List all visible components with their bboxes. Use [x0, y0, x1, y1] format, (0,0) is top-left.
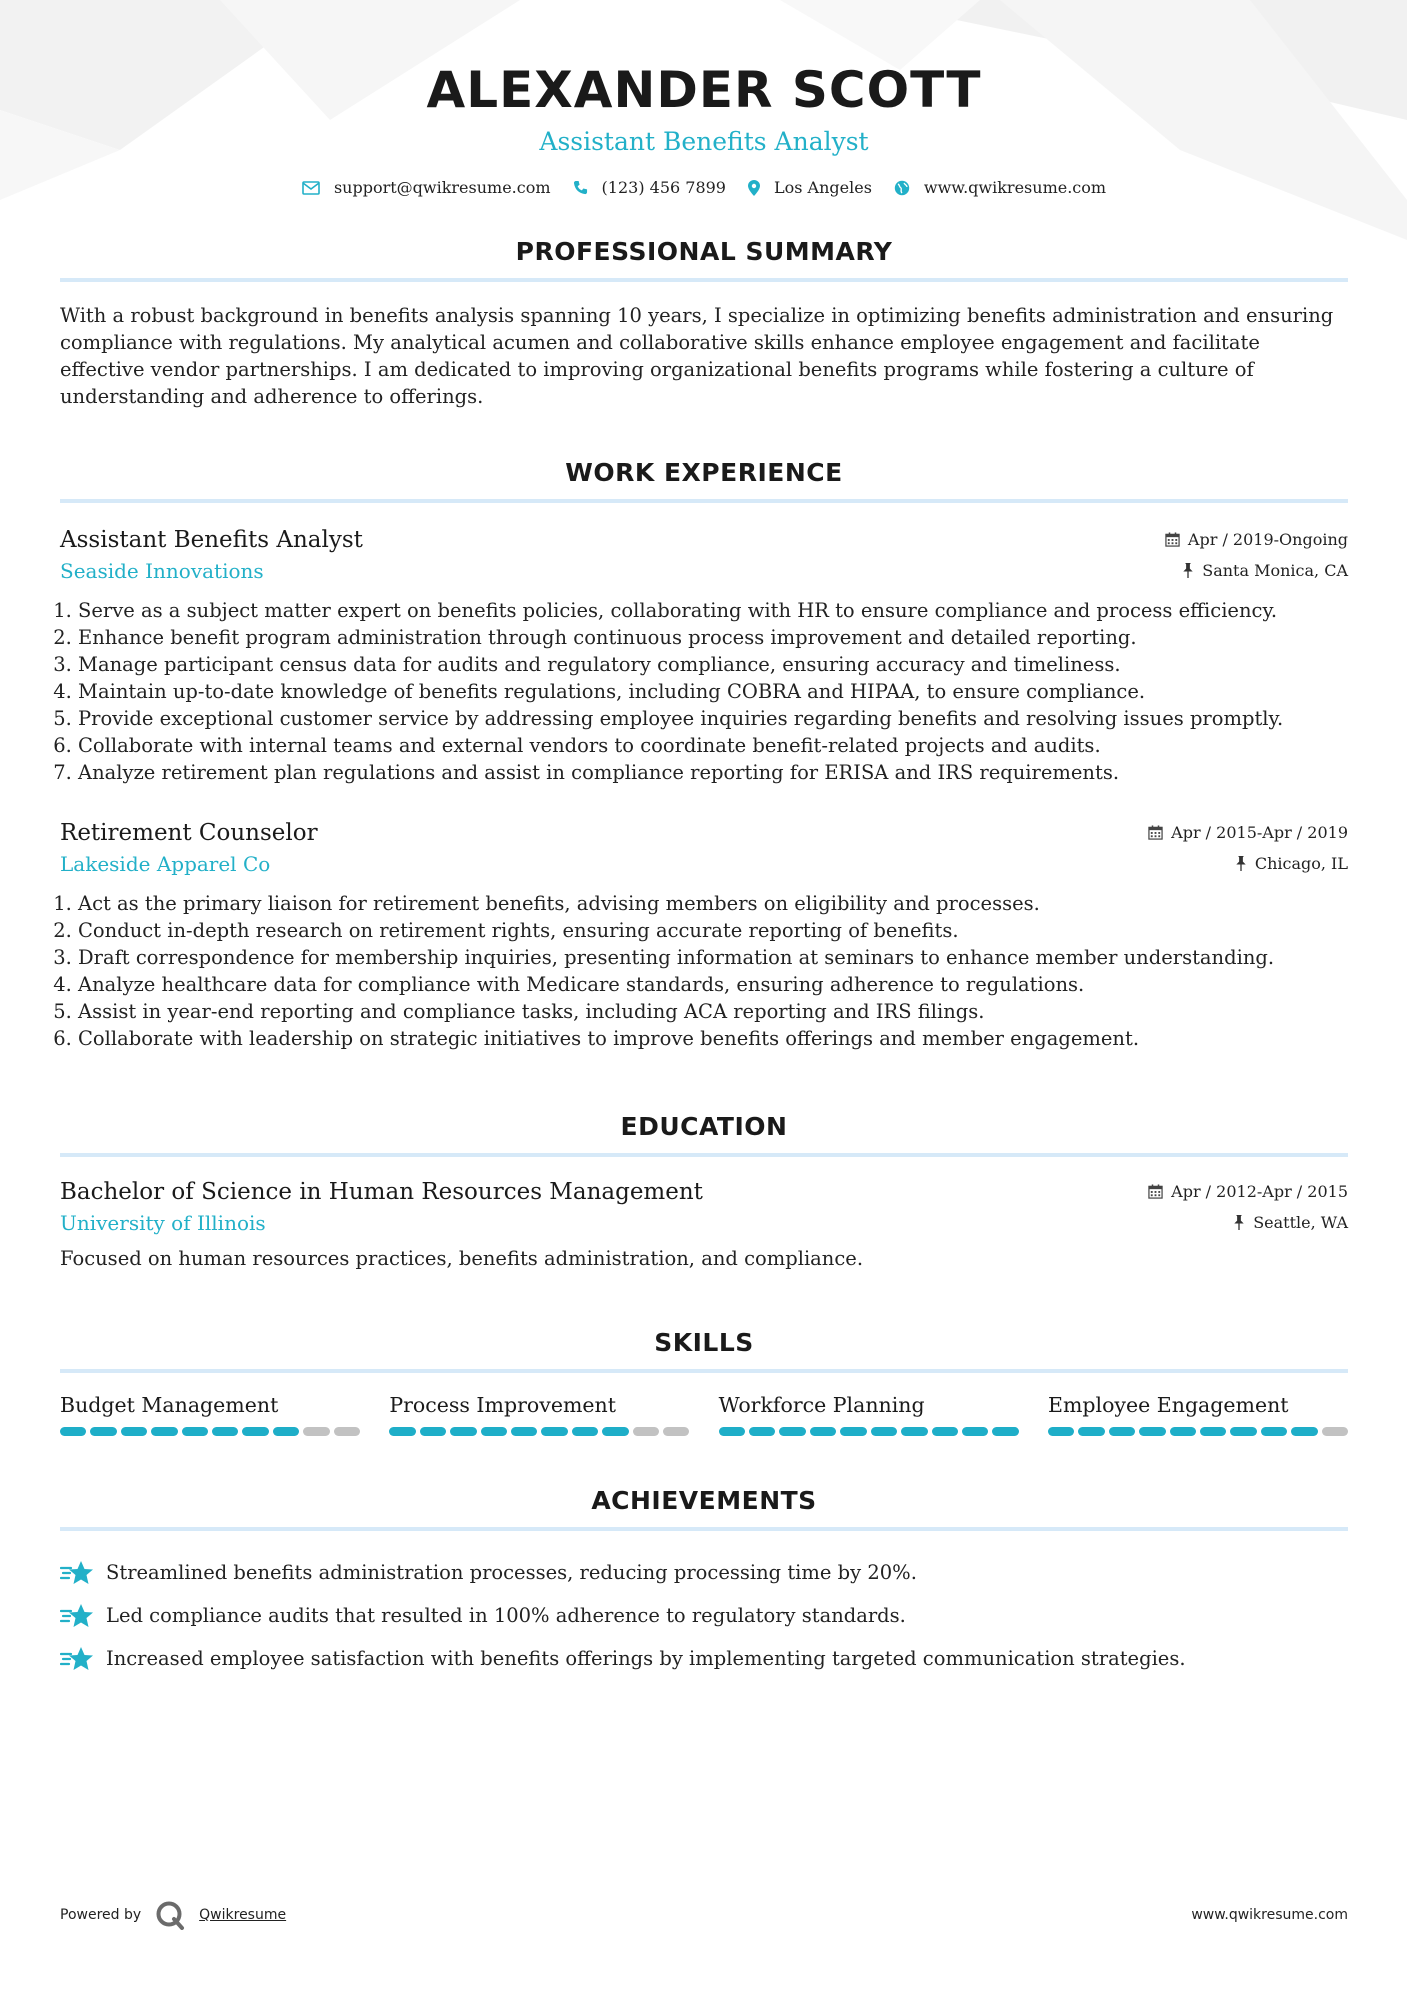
skill-level-bar	[60, 1427, 360, 1436]
achievements-section	[60, 1486, 1348, 1680]
footer-website[interactable]: www.qwikresume.com	[1191, 1907, 1348, 1923]
skill-level-segment	[901, 1427, 927, 1436]
skills-grid	[60, 1393, 1348, 1436]
skill-level-segment	[1139, 1427, 1165, 1436]
skill-level-segment	[389, 1427, 415, 1436]
skill-level-segment	[602, 1427, 628, 1436]
globe-icon	[894, 180, 910, 196]
skill-level-segment	[779, 1427, 805, 1436]
skill-level-segment	[450, 1427, 476, 1436]
skill-level-segment	[60, 1427, 86, 1436]
achievement-text: Streamlined benefits administration processes, reducing processing time by 20%.	[106, 1561, 917, 1584]
contact-website[interactable]	[894, 178, 1106, 197]
qwikresume-link[interactable]: Qwikresume	[199, 1907, 287, 1923]
calendar-icon	[1148, 825, 1163, 840]
education-location: Seattle, WA	[1233, 1213, 1348, 1232]
education-entry	[60, 1179, 1348, 1270]
skill-level-segment	[420, 1427, 446, 1436]
phone-text: (123) 456 7899	[601, 178, 726, 197]
qwikresume-logo-icon	[155, 1900, 185, 1930]
list-item: 3. Manage participant census data for audits and regulatory compliance, ensuring accuracy and timeliness.	[78, 651, 1348, 678]
achievement-text: Increased employee satisfaction with benefits offerings by implementing targeted communication strategies.	[106, 1647, 1186, 1670]
list-item: 3. Draft correspondence for membership inquiries, presenting information at seminars to enhance member understanding.	[78, 944, 1348, 971]
skill-level-segment	[1170, 1427, 1196, 1436]
summary-section	[60, 237, 1348, 410]
job-dates: Apr / 2015-Apr / 2019	[1148, 823, 1348, 842]
list-item: 2. Enhance benefit program administration through continuous process improvement and detailed reporting.	[78, 624, 1348, 651]
envelope-icon	[302, 181, 320, 195]
achievement-item	[60, 1637, 1348, 1680]
skill-item	[389, 1393, 689, 1436]
contact-location	[748, 178, 872, 197]
skill-level-segment	[303, 1427, 329, 1436]
work-experience-heading: WORK EXPERIENCE	[60, 458, 1348, 503]
skill-level-segment	[749, 1427, 775, 1436]
email-text: support@qwikresume.com	[333, 178, 551, 197]
candidate-title: Assistant Benefits Analyst	[539, 127, 869, 156]
skill-level-segment	[1048, 1427, 1074, 1436]
candidate-name: ALEXANDER SCOTT	[426, 61, 982, 119]
skill-level-segment	[242, 1427, 268, 1436]
achievements-list	[60, 1551, 1348, 1680]
skill-level-segment	[1109, 1427, 1135, 1436]
contact-phone[interactable]	[573, 178, 726, 197]
list-item: 7. Analyze retirement plan regulations and assist in compliance reporting for ERISA and IRS requirements.	[78, 759, 1348, 786]
company-name: Lakeside Apparel Co	[60, 852, 271, 876]
calendar-icon	[1148, 1184, 1163, 1199]
skill-level-segment	[840, 1427, 866, 1436]
star-icon	[60, 1645, 94, 1673]
pushpin-icon	[1235, 856, 1247, 871]
list-item: 1. Serve as a subject matter expert on benefits policies, collaborating with HR to ensure compliance and process efficiency.	[78, 597, 1348, 624]
skill-level-segment	[871, 1427, 897, 1436]
powered-by	[60, 1900, 286, 1930]
skill-level-segment	[810, 1427, 836, 1436]
calendar-icon	[1165, 532, 1180, 547]
job-bullets	[60, 597, 1348, 786]
company-name: Seaside Innovations	[60, 559, 264, 583]
degree-title: Bachelor of Science in Human Resources Management	[60, 1179, 703, 1205]
education-dates: Apr / 2012-Apr / 2015	[1148, 1182, 1348, 1201]
skill-level-segment	[212, 1427, 238, 1436]
job-entry	[60, 527, 1348, 786]
skill-level-segment	[663, 1427, 689, 1436]
skill-level-segment	[1291, 1427, 1317, 1436]
education-section	[60, 1112, 1348, 1270]
job-title: Assistant Benefits Analyst	[60, 527, 363, 553]
skills-heading: SKILLS	[60, 1328, 1348, 1373]
job-entry	[60, 820, 1348, 1052]
list-item: 4. Maintain up-to-date knowledge of benefits regulations, including COBRA and HIPAA, to ensure compliance.	[78, 678, 1348, 705]
job-title: Retirement Counselor	[60, 820, 318, 846]
skill-level-segment	[992, 1427, 1018, 1436]
skill-level-segment	[932, 1427, 958, 1436]
list-item: 2. Conduct in-depth research on retirement rights, ensuring accurate reporting of benefits.	[78, 917, 1348, 944]
skill-name: Process Improvement	[389, 1393, 616, 1417]
skill-level-segment	[1078, 1427, 1104, 1436]
skill-level-segment	[182, 1427, 208, 1436]
achievement-item	[60, 1594, 1348, 1637]
skill-level-segment	[1322, 1427, 1348, 1436]
achievement-item	[60, 1551, 1348, 1594]
job-dates: Apr / 2019-Ongoing	[1165, 530, 1348, 549]
skill-level-segment	[572, 1427, 598, 1436]
list-item: 5. Assist in year-end reporting and compliance tasks, including ACA reporting and IRS filings.	[78, 998, 1348, 1025]
skill-item	[719, 1393, 1019, 1436]
job-bullets	[60, 890, 1348, 1052]
summary-heading: PROFESSIONAL SUMMARY	[60, 237, 1348, 282]
contact-bar	[60, 178, 1348, 197]
skill-level-segment	[90, 1427, 116, 1436]
skills-section	[60, 1328, 1348, 1436]
education-description: Focused on human resources practices, benefits administration, and compliance.	[60, 1247, 864, 1270]
skill-level-segment	[633, 1427, 659, 1436]
list-item: 1. Act as the primary liaison for retirement benefits, advising members on eligibility and processes.	[78, 890, 1348, 917]
skill-level-segment	[1200, 1427, 1226, 1436]
powered-by-label: Powered by	[60, 1907, 142, 1923]
list-item: 6. Collaborate with leadership on strategic initiatives to improve benefits offerings and member engagement.	[78, 1025, 1348, 1052]
page-footer	[60, 1900, 1348, 1930]
skill-level-bar	[1048, 1427, 1348, 1436]
skill-name: Employee Engagement	[1047, 1393, 1289, 1417]
skill-level-segment	[511, 1427, 537, 1436]
skill-level-segment	[719, 1427, 745, 1436]
job-location: Santa Monica, CA	[1182, 561, 1348, 580]
achievement-text: Led compliance audits that resulted in 100% adherence to regulatory standards.	[106, 1604, 906, 1627]
skill-level-segment	[481, 1427, 507, 1436]
list-item: 4. Analyze healthcare data for compliance with Medicare standards, ensuring adherence to regulations.	[78, 971, 1348, 998]
contact-email[interactable]	[302, 178, 551, 197]
phone-icon	[573, 180, 588, 195]
website-text: www.qwikresume.com	[923, 178, 1107, 197]
skill-level-segment	[334, 1427, 360, 1436]
skill-level-segment	[121, 1427, 147, 1436]
skill-name: Workforce Planning	[718, 1393, 925, 1417]
pushpin-icon	[1182, 563, 1194, 578]
skill-item	[1048, 1393, 1348, 1436]
skill-level-segment	[1261, 1427, 1287, 1436]
work-experience-section	[60, 458, 1348, 1052]
education-heading: EDUCATION	[60, 1112, 1348, 1157]
star-icon	[60, 1602, 94, 1630]
skill-level-segment	[1230, 1427, 1256, 1436]
skill-name: Budget Management	[60, 1393, 279, 1417]
list-item: 5. Provide exceptional customer service by addressing employee inquiries regarding benefits and resolving issues promptly.	[78, 705, 1348, 732]
list-item: 6. Collaborate with internal teams and external vendors to coordinate benefit-related projects and audits.	[78, 732, 1348, 759]
skill-item	[60, 1393, 360, 1436]
skill-level-segment	[962, 1427, 988, 1436]
skill-level-bar	[389, 1427, 689, 1436]
job-location: Chicago, IL	[1235, 854, 1348, 873]
map-pin-icon	[748, 180, 760, 196]
resume-page	[60, 0, 1348, 1680]
skill-level-segment	[541, 1427, 567, 1436]
skill-level-bar	[719, 1427, 1019, 1436]
summary-text: With a robust background in benefits analysis spanning 10 years, I specialize in optimizing benefits administration and ensuring compliance with regulations. My analytical acumen and collaborative skills enhance employee engagement and facilitate effective vendor partnerships. I am dedicated to improving organizational benefits programs while fostering a culture of understanding and adherence to offerings.	[60, 304, 1334, 408]
skill-level-segment	[151, 1427, 177, 1436]
achievements-heading: ACHIEVEMENTS	[60, 1486, 1348, 1531]
resume-header	[60, 0, 1348, 197]
location-text: Los Angeles	[773, 178, 872, 197]
skill-level-segment	[273, 1427, 299, 1436]
star-icon	[60, 1559, 94, 1587]
pushpin-icon	[1233, 1215, 1245, 1230]
school-name: University of Illinois	[60, 1211, 266, 1235]
